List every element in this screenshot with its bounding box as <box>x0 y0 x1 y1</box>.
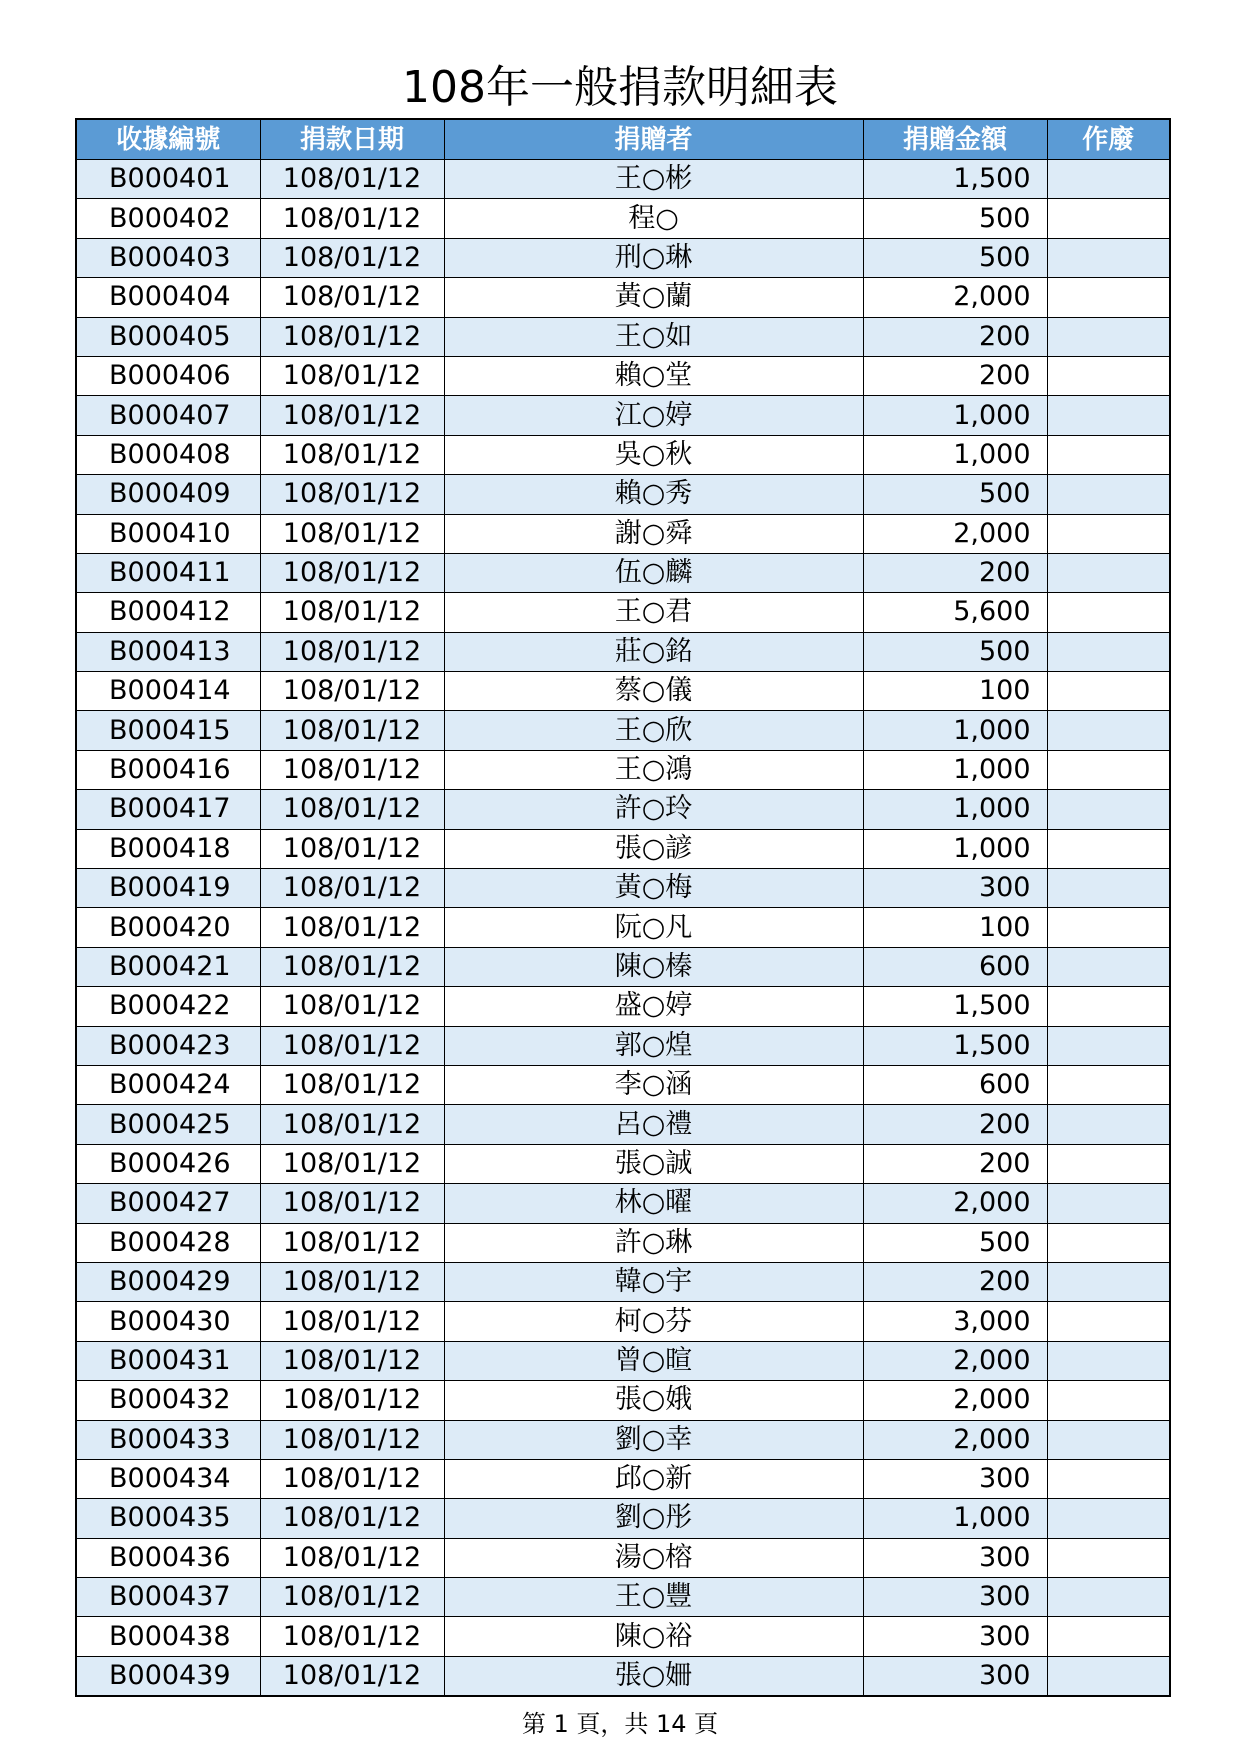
receipt-no-cell: B000426 <box>76 1144 260 1183</box>
table-row <box>76 869 1170 908</box>
amount-cell: 2,000 <box>863 278 1047 317</box>
donation-date-cell: 108/01/12 <box>260 1381 444 1420</box>
receipt-no-cell: B000431 <box>76 1341 260 1380</box>
table-row <box>76 1341 1170 1380</box>
donation-date-cell: 108/01/12 <box>260 1578 444 1617</box>
void-cell <box>1047 514 1170 553</box>
donor-cell: 湯○榕 <box>444 1538 863 1577</box>
donation-date-cell: 108/01/12 <box>260 711 444 750</box>
void-cell <box>1047 1144 1170 1183</box>
donor-cell: 王○豐 <box>444 1578 863 1617</box>
void-cell <box>1047 987 1170 1026</box>
amount-cell: 2,000 <box>863 1184 1047 1223</box>
table-row <box>76 1184 1170 1223</box>
table-row <box>76 1026 1170 1065</box>
table-row <box>76 1381 1170 1420</box>
void-cell <box>1047 553 1170 592</box>
donation-date-cell: 108/01/12 <box>260 1065 444 1104</box>
table-row <box>76 593 1170 632</box>
receipt-no-cell: B000438 <box>76 1617 260 1656</box>
donor-cell: 邱○新 <box>444 1459 863 1498</box>
donor-cell: 李○涵 <box>444 1065 863 1104</box>
void-cell <box>1047 908 1170 947</box>
amount-cell: 200 <box>863 356 1047 395</box>
donation-date-cell: 108/01/12 <box>260 1499 444 1538</box>
donation-date-cell: 108/01/12 <box>260 1656 444 1696</box>
amount-cell: 1,000 <box>863 1499 1047 1538</box>
table-row <box>76 711 1170 750</box>
table-row <box>76 1302 1170 1341</box>
table-row <box>76 1578 1170 1617</box>
receipt-no-cell: B000429 <box>76 1262 260 1301</box>
receipt-no-cell: B000427 <box>76 1184 260 1223</box>
header-amount: 捐贈金額 <box>863 119 1047 160</box>
donor-cell: 王○欣 <box>444 711 863 750</box>
donation-date-cell: 108/01/12 <box>260 987 444 1026</box>
void-cell <box>1047 1262 1170 1301</box>
amount-cell: 200 <box>863 1262 1047 1301</box>
void-cell <box>1047 396 1170 435</box>
donation-date-cell: 108/01/12 <box>260 947 444 986</box>
void-cell <box>1047 1341 1170 1380</box>
donor-cell: 黃○梅 <box>444 869 863 908</box>
receipt-no-cell: B000439 <box>76 1656 260 1696</box>
table-row <box>76 790 1170 829</box>
amount-cell: 300 <box>863 1617 1047 1656</box>
receipt-no-cell: B000432 <box>76 1381 260 1420</box>
donor-cell: 陳○裕 <box>444 1617 863 1656</box>
donor-cell: 呂○禮 <box>444 1105 863 1144</box>
table-row <box>76 356 1170 395</box>
donation-date-cell: 108/01/12 <box>260 1262 444 1301</box>
table-row <box>76 672 1170 711</box>
donation-date-cell: 108/01/12 <box>260 672 444 711</box>
table-row <box>76 632 1170 671</box>
void-cell <box>1047 435 1170 474</box>
void-cell <box>1047 632 1170 671</box>
donor-cell: 張○誠 <box>444 1144 863 1183</box>
void-cell <box>1047 160 1170 199</box>
donor-cell: 伍○麟 <box>444 553 863 592</box>
receipt-no-cell: B000435 <box>76 1499 260 1538</box>
receipt-no-cell: B000407 <box>76 396 260 435</box>
table-row <box>76 1223 1170 1262</box>
page-footer: 第 1 頁，共 14 頁 <box>521 1710 719 1738</box>
donation-date-cell: 108/01/12 <box>260 317 444 356</box>
donor-cell: 蔡○儀 <box>444 672 863 711</box>
table-row <box>76 908 1170 947</box>
receipt-no-cell: B000419 <box>76 869 260 908</box>
donor-cell: 王○鴻 <box>444 750 863 789</box>
void-cell <box>1047 829 1170 868</box>
amount-cell: 500 <box>863 199 1047 238</box>
donation-date-cell: 108/01/12 <box>260 1459 444 1498</box>
amount-cell: 200 <box>863 1144 1047 1183</box>
amount-cell: 600 <box>863 947 1047 986</box>
amount-cell: 500 <box>863 238 1047 277</box>
table-row <box>76 947 1170 986</box>
void-cell <box>1047 278 1170 317</box>
receipt-no-cell: B000422 <box>76 987 260 1026</box>
donor-cell: 許○玲 <box>444 790 863 829</box>
amount-cell: 300 <box>863 1459 1047 1498</box>
donor-cell: 張○娥 <box>444 1381 863 1420</box>
void-cell <box>1047 869 1170 908</box>
header-void: 作廢 <box>1047 119 1170 160</box>
amount-cell: 1,500 <box>863 160 1047 199</box>
donor-cell: 許○琳 <box>444 1223 863 1262</box>
void-cell <box>1047 1184 1170 1223</box>
donation-date-cell: 108/01/12 <box>260 475 444 514</box>
table-row <box>76 829 1170 868</box>
table-row <box>76 1617 1170 1656</box>
amount-cell: 100 <box>863 908 1047 947</box>
void-cell <box>1047 1026 1170 1065</box>
receipt-no-cell: B000416 <box>76 750 260 789</box>
void-cell <box>1047 1656 1170 1696</box>
receipt-no-cell: B000421 <box>76 947 260 986</box>
donor-cell: 張○諺 <box>444 829 863 868</box>
amount-cell: 500 <box>863 632 1047 671</box>
donor-cell: 陳○榛 <box>444 947 863 986</box>
donor-cell: 黃○蘭 <box>444 278 863 317</box>
table-row <box>76 1538 1170 1577</box>
amount-cell: 5,600 <box>863 593 1047 632</box>
amount-cell: 500 <box>863 1223 1047 1262</box>
amount-cell: 200 <box>863 317 1047 356</box>
table-row <box>76 475 1170 514</box>
receipt-no-cell: B000424 <box>76 1065 260 1104</box>
donation-date-cell: 108/01/12 <box>260 356 444 395</box>
void-cell <box>1047 593 1170 632</box>
receipt-no-cell: B000433 <box>76 1420 260 1459</box>
void-cell <box>1047 238 1170 277</box>
amount-cell: 500 <box>863 475 1047 514</box>
receipt-no-cell: B000428 <box>76 1223 260 1262</box>
receipt-no-cell: B000436 <box>76 1538 260 1577</box>
donation-date-cell: 108/01/12 <box>260 829 444 868</box>
receipt-no-cell: B000412 <box>76 593 260 632</box>
receipt-no-cell: B000404 <box>76 278 260 317</box>
donation-date-cell: 108/01/12 <box>260 160 444 199</box>
receipt-no-cell: B000408 <box>76 435 260 474</box>
amount-cell: 2,000 <box>863 1381 1047 1420</box>
table-row <box>76 435 1170 474</box>
void-cell <box>1047 1578 1170 1617</box>
receipt-no-cell: B000409 <box>76 475 260 514</box>
donation-date-cell: 108/01/12 <box>260 593 444 632</box>
receipt-no-cell: B000417 <box>76 790 260 829</box>
donor-cell: 阮○凡 <box>444 908 863 947</box>
table-row <box>76 317 1170 356</box>
donor-cell: 程○ <box>444 199 863 238</box>
donor-cell: 王○君 <box>444 593 863 632</box>
receipt-no-cell: B000410 <box>76 514 260 553</box>
table-row <box>76 1420 1170 1459</box>
donation-date-cell: 108/01/12 <box>260 1617 444 1656</box>
void-cell <box>1047 1499 1170 1538</box>
void-cell <box>1047 199 1170 238</box>
donor-cell: 賴○堂 <box>444 356 863 395</box>
receipt-no-cell: B000403 <box>76 238 260 277</box>
void-cell <box>1047 356 1170 395</box>
amount-cell: 300 <box>863 1578 1047 1617</box>
donor-cell: 江○婷 <box>444 396 863 435</box>
void-cell <box>1047 790 1170 829</box>
void-cell <box>1047 711 1170 750</box>
donation-date-cell: 108/01/12 <box>260 908 444 947</box>
donation-date-cell: 108/01/12 <box>260 1420 444 1459</box>
donor-cell: 林○曜 <box>444 1184 863 1223</box>
amount-cell: 2,000 <box>863 1420 1047 1459</box>
amount-cell: 3,000 <box>863 1302 1047 1341</box>
void-cell <box>1047 750 1170 789</box>
donation-date-cell: 108/01/12 <box>260 750 444 789</box>
donor-cell: 莊○銘 <box>444 632 863 671</box>
table-row <box>76 278 1170 317</box>
donation-date-cell: 108/01/12 <box>260 396 444 435</box>
donation-date-cell: 108/01/12 <box>260 199 444 238</box>
void-cell <box>1047 1420 1170 1459</box>
donation-date-cell: 108/01/12 <box>260 1026 444 1065</box>
amount-cell: 100 <box>863 672 1047 711</box>
table-row <box>76 199 1170 238</box>
table-row <box>76 553 1170 592</box>
amount-cell: 2,000 <box>863 514 1047 553</box>
donation-date-cell: 108/01/12 <box>260 790 444 829</box>
donor-cell: 王○彬 <box>444 160 863 199</box>
donation-date-cell: 108/01/12 <box>260 238 444 277</box>
donor-cell: 劉○幸 <box>444 1420 863 1459</box>
amount-cell: 1,000 <box>863 711 1047 750</box>
receipt-no-cell: B000425 <box>76 1105 260 1144</box>
receipt-no-cell: B000418 <box>76 829 260 868</box>
amount-cell: 300 <box>863 869 1047 908</box>
table-row <box>76 1105 1170 1144</box>
receipt-no-cell: B000414 <box>76 672 260 711</box>
void-cell <box>1047 317 1170 356</box>
table-row <box>76 1656 1170 1696</box>
table-row <box>76 750 1170 789</box>
receipt-no-cell: B000423 <box>76 1026 260 1065</box>
void-cell <box>1047 1538 1170 1577</box>
donation-date-cell: 108/01/12 <box>260 632 444 671</box>
header-receipt-no: 收據編號 <box>76 119 260 160</box>
donation-date-cell: 108/01/12 <box>260 1538 444 1577</box>
table-row <box>76 396 1170 435</box>
amount-cell: 2,000 <box>863 1341 1047 1380</box>
donation-date-cell: 108/01/12 <box>260 553 444 592</box>
donation-date-cell: 108/01/12 <box>260 1341 444 1380</box>
void-cell <box>1047 1459 1170 1498</box>
void-cell <box>1047 1302 1170 1341</box>
table-body <box>76 160 1170 1697</box>
donation-date-cell: 108/01/12 <box>260 514 444 553</box>
donation-date-cell: 108/01/12 <box>260 1184 444 1223</box>
amount-cell: 300 <box>863 1538 1047 1577</box>
header-row <box>76 119 1170 160</box>
donation-date-cell: 108/01/12 <box>260 1223 444 1262</box>
donation-date-cell: 108/01/12 <box>260 869 444 908</box>
table-row <box>76 1065 1170 1104</box>
void-cell <box>1047 947 1170 986</box>
header-donation-date: 捐款日期 <box>260 119 444 160</box>
receipt-no-cell: B000437 <box>76 1578 260 1617</box>
donor-cell: 賴○秀 <box>444 475 863 514</box>
amount-cell: 300 <box>863 1656 1047 1696</box>
table-row <box>76 1262 1170 1301</box>
donation-date-cell: 108/01/12 <box>260 278 444 317</box>
donation-table <box>75 118 1171 1697</box>
table-header <box>76 119 1170 160</box>
void-cell <box>1047 1105 1170 1144</box>
receipt-no-cell: B000415 <box>76 711 260 750</box>
donor-cell: 柯○芬 <box>444 1302 863 1341</box>
void-cell <box>1047 1617 1170 1656</box>
receipt-no-cell: B000413 <box>76 632 260 671</box>
void-cell <box>1047 1065 1170 1104</box>
table-row <box>76 1144 1170 1183</box>
donation-date-cell: 108/01/12 <box>260 1105 444 1144</box>
void-cell <box>1047 475 1170 514</box>
receipt-no-cell: B000406 <box>76 356 260 395</box>
page-title: 108年一般捐款明細表 <box>402 62 838 113</box>
receipt-no-cell: B000405 <box>76 317 260 356</box>
donor-cell: 曾○暄 <box>444 1341 863 1380</box>
amount-cell: 600 <box>863 1065 1047 1104</box>
receipt-no-cell: B000430 <box>76 1302 260 1341</box>
donor-cell: 張○姍 <box>444 1656 863 1696</box>
header-donor: 捐贈者 <box>444 119 863 160</box>
donation-date-cell: 108/01/12 <box>260 1302 444 1341</box>
amount-cell: 1,000 <box>863 435 1047 474</box>
donation-date-cell: 108/01/12 <box>260 435 444 474</box>
donor-cell: 劉○彤 <box>444 1499 863 1538</box>
amount-cell: 200 <box>863 1105 1047 1144</box>
amount-cell: 1,000 <box>863 396 1047 435</box>
void-cell <box>1047 1223 1170 1262</box>
void-cell <box>1047 672 1170 711</box>
receipt-no-cell: B000420 <box>76 908 260 947</box>
receipt-no-cell: B000401 <box>76 160 260 199</box>
table-row <box>76 160 1170 199</box>
receipt-no-cell: B000411 <box>76 553 260 592</box>
donor-cell: 盛○婷 <box>444 987 863 1026</box>
table-row <box>76 238 1170 277</box>
table-row <box>76 1459 1170 1498</box>
amount-cell: 1,500 <box>863 987 1047 1026</box>
receipt-no-cell: B000402 <box>76 199 260 238</box>
table-row <box>76 1499 1170 1538</box>
amount-cell: 200 <box>863 553 1047 592</box>
table-row <box>76 514 1170 553</box>
table-row <box>76 987 1170 1026</box>
donation-date-cell: 108/01/12 <box>260 1144 444 1183</box>
amount-cell: 1,000 <box>863 750 1047 789</box>
amount-cell: 1,000 <box>863 790 1047 829</box>
amount-cell: 1,500 <box>863 1026 1047 1065</box>
void-cell <box>1047 1381 1170 1420</box>
donor-cell: 郭○煌 <box>444 1026 863 1065</box>
amount-cell: 1,000 <box>863 829 1047 868</box>
donor-cell: 刑○琳 <box>444 238 863 277</box>
receipt-no-cell: B000434 <box>76 1459 260 1498</box>
donor-cell: 韓○宇 <box>444 1262 863 1301</box>
donor-cell: 吳○秋 <box>444 435 863 474</box>
donor-cell: 謝○舜 <box>444 514 863 553</box>
donor-cell: 王○如 <box>444 317 863 356</box>
